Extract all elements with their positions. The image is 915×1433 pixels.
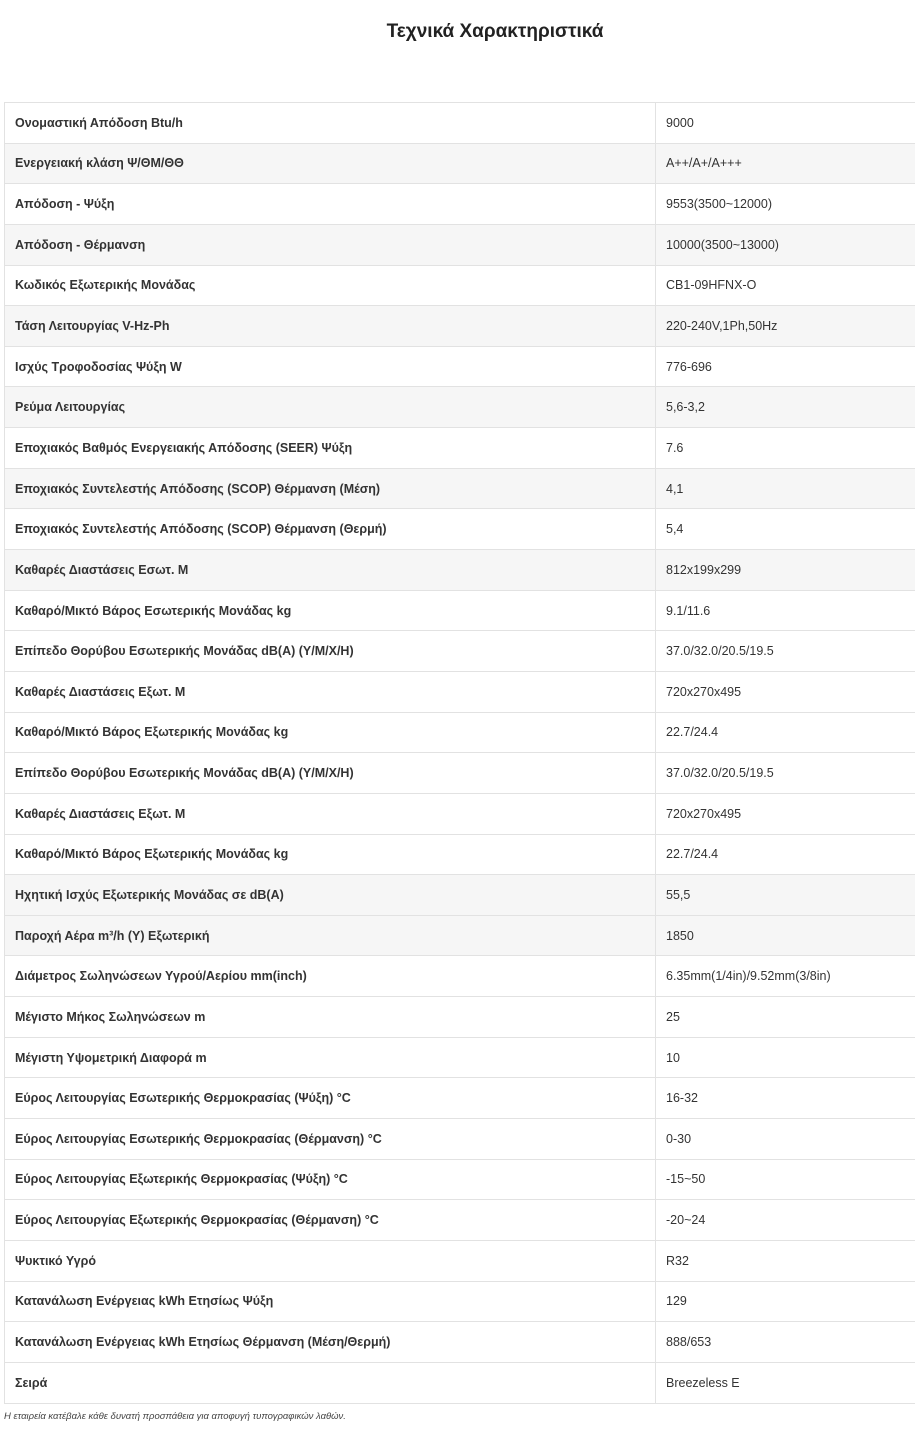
spec-row — [5, 103, 915, 144]
spec-value: 37.0/32.0/20.5/19.5 — [656, 631, 915, 672]
spec-table-body — [5, 103, 915, 1404]
spec-row — [5, 590, 915, 631]
spec-label: Καθαρές Διαστάσεις Εξωτ. Μ — [5, 793, 656, 834]
spec-label: Εύρος Λειτουργίας Εσωτερικής Θερμοκρασίας (Θέρμανση) °C — [5, 1119, 656, 1160]
spec-value: 37.0/32.0/20.5/19.5 — [656, 753, 915, 794]
spec-row — [5, 509, 915, 550]
spec-label: Παροχή Αέρα m³/h (Y) Εξωτερική — [5, 915, 656, 956]
spec-row — [5, 1119, 915, 1160]
spec-label: Καθαρό/Μικτό Βάρος Εξωτερικής Μονάδας kg — [5, 834, 656, 875]
spec-value: 888/653 — [656, 1322, 915, 1363]
spec-value: 720x270x495 — [656, 793, 915, 834]
spec-label: Ηχητική Ισχύς Εξωτερικής Μονάδας σε dB(A) — [5, 875, 656, 916]
spec-row — [5, 1078, 915, 1119]
spec-value: 220-240V,1Ph,50Hz — [656, 306, 915, 347]
spec-label: Ψυκτικό Υγρό — [5, 1240, 656, 1281]
spec-value: 16-32 — [656, 1078, 915, 1119]
spec-value: 6.35mm(1/4in)/9.52mm(3/8in) — [656, 956, 915, 997]
spec-label: Ρεύμα Λειτουργίας — [5, 387, 656, 428]
spec-row — [5, 712, 915, 753]
spec-row — [5, 387, 915, 428]
spec-value: -15~50 — [656, 1159, 915, 1200]
spec-row — [5, 631, 915, 672]
spec-label: Εύρος Λειτουργίας Εξωτερικής Θερμοκρασίας (Ψύξη) °C — [5, 1159, 656, 1200]
spec-value: 812x199x299 — [656, 550, 915, 591]
spec-value: 7.6 — [656, 428, 915, 469]
spec-label: Εποχιακός Συντελεστής Απόδοσης (SCOP) Θέρμανση (Μέση) — [5, 468, 656, 509]
spec-label: Επίπεδο Θορύβου Εσωτερικής Μονάδας dB(A) (Υ/Μ/Χ/Η) — [5, 631, 656, 672]
spec-label: Κωδικός Εξωτερικής Μονάδας — [5, 265, 656, 306]
spec-value: R32 — [656, 1240, 915, 1281]
spec-row — [5, 224, 915, 265]
disclaimer-text: Η εταιρεία κατέβαλε κάθε δυνατή προσπάθεια για αποφυγή τυπογραφικών λαθών. — [4, 1411, 346, 1422]
spec-label: Ενεργειακή κλάση Ψ/ΘΜ/ΘΘ — [5, 143, 656, 184]
spec-label: Εύρος Λειτουργίας Εσωτερικής Θερμοκρασίας (Ψύξη) °C — [5, 1078, 656, 1119]
spec-value: 22.7/24.4 — [656, 834, 915, 875]
spec-value: CB1-09HFNX-O — [656, 265, 915, 306]
spec-row — [5, 671, 915, 712]
spec-label: Εποχιακός Βαθμός Ενεργειακής Απόδοσης (SEER) Ψύξη — [5, 428, 656, 469]
spec-row — [5, 428, 915, 469]
spec-value: Breezeless E — [656, 1362, 915, 1403]
spec-row — [5, 1200, 915, 1241]
spec-label: Κατανάλωση Ενέργειας kWh Ετησίως Θέρμανση (Μέση/Θερμή) — [5, 1322, 656, 1363]
spec-label: Ονομαστική Απόδοση Btu/h — [5, 103, 656, 144]
spec-value: 5,6-3,2 — [656, 387, 915, 428]
spec-row — [5, 834, 915, 875]
spec-row — [5, 1281, 915, 1322]
spec-row — [5, 956, 915, 997]
spec-value: 25 — [656, 997, 915, 1038]
page-title: Τεχνικά Χαρακτηριστικά — [386, 21, 604, 42]
spec-value: 55,5 — [656, 875, 915, 916]
spec-label: Ισχύς Τροφοδοσίας Ψύξη W — [5, 346, 656, 387]
spec-label: Μέγιστη Υψομετρική Διαφορά m — [5, 1037, 656, 1078]
spec-label: Επίπεδο Θορύβου Εσωτερικής Μονάδας dB(A) (Υ/Μ/Χ/Η) — [5, 753, 656, 794]
spec-label: Εύρος Λειτουργίας Εξωτερικής Θερμοκρασίας (Θέρμανση) °C — [5, 1200, 656, 1241]
spec-value: 22.7/24.4 — [656, 712, 915, 753]
spec-value: 5,4 — [656, 509, 915, 550]
spec-value: A++/A+/A+++ — [656, 143, 915, 184]
spec-table — [4, 102, 915, 1404]
spec-row — [5, 1322, 915, 1363]
spec-value: 4,1 — [656, 468, 915, 509]
spec-row — [5, 1159, 915, 1200]
spec-row — [5, 1037, 915, 1078]
spec-label: Καθαρό/Μικτό Βάρος Εξωτερικής Μονάδας kg — [5, 712, 656, 753]
spec-value: 1850 — [656, 915, 915, 956]
spec-row — [5, 184, 915, 225]
spec-value: 10000(3500~13000) — [656, 224, 915, 265]
spec-row — [5, 550, 915, 591]
spec-row — [5, 265, 915, 306]
spec-row — [5, 793, 915, 834]
spec-value: 9.1/11.6 — [656, 590, 915, 631]
spec-row — [5, 306, 915, 347]
spec-row — [5, 875, 915, 916]
spec-value: 0-30 — [656, 1119, 915, 1160]
spec-value: 776-696 — [656, 346, 915, 387]
spec-label: Σειρά — [5, 1362, 656, 1403]
spec-value: 9553(3500~12000) — [656, 184, 915, 225]
spec-label: Απόδοση - Θέρμανση — [5, 224, 656, 265]
spec-label: Εποχιακός Συντελεστής Απόδοσης (SCOP) Θέρμανση (Θερμή) — [5, 509, 656, 550]
spec-value: -20~24 — [656, 1200, 915, 1241]
spec-label: Απόδοση - Ψύξη — [5, 184, 656, 225]
spec-value: 9000 — [656, 103, 915, 144]
spec-label: Καθαρές Διαστάσεις Εξωτ. Μ — [5, 671, 656, 712]
spec-row — [5, 1240, 915, 1281]
spec-value: 129 — [656, 1281, 915, 1322]
spec-value: 720x270x495 — [656, 671, 915, 712]
spec-row — [5, 915, 915, 956]
spec-label: Τάση Λειτουργίας V-Hz-Ph — [5, 306, 656, 347]
spec-row — [5, 1362, 915, 1403]
spec-label: Κατανάλωση Ενέργειας kWh Ετησίως Ψύξη — [5, 1281, 656, 1322]
spec-label: Μέγιστο Μήκος Σωληνώσεων m — [5, 997, 656, 1038]
spec-row — [5, 468, 915, 509]
spec-row — [5, 997, 915, 1038]
spec-label: Καθαρές Διαστάσεις Εσωτ. Μ — [5, 550, 656, 591]
spec-value: 10 — [656, 1037, 915, 1078]
spec-row — [5, 143, 915, 184]
spec-label: Καθαρό/Μικτό Βάρος Εσωτερικής Μονάδας kg — [5, 590, 656, 631]
spec-row — [5, 346, 915, 387]
spec-row — [5, 753, 915, 794]
spec-label: Διάμετρος Σωληνώσεων Υγρού/Αερίου mm(inch) — [5, 956, 656, 997]
